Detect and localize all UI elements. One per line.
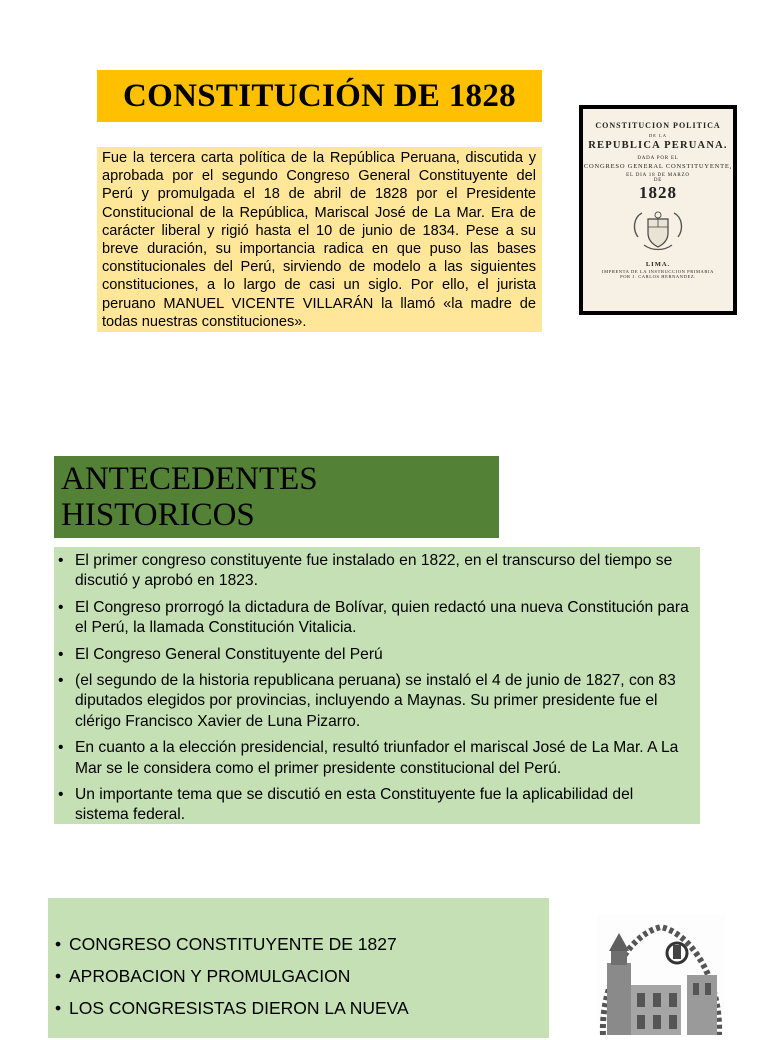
summary-list-box <box>48 898 549 1038</box>
cover-line: DADA POR EL <box>637 156 679 161</box>
bullet-list <box>55 933 543 1019</box>
building-illustration <box>597 915 725 1035</box>
cover-line: DE <box>653 178 663 183</box>
cover-line: REPUBLICA PERUANA. <box>588 140 728 151</box>
congress-building-photo <box>597 915 725 1035</box>
title-banner <box>97 70 542 122</box>
section-heading <box>54 456 499 538</box>
cover-year: 1828 <box>639 183 677 202</box>
list-item: • El Congreso prorrogó la dictadura de Bolívar, quien redactó una nueva Constitución para el Perú, la llamada Constitución Vitalicia. <box>58 598 690 639</box>
cover-city: LIMA. <box>645 261 671 268</box>
constitution-cover-image <box>579 105 737 315</box>
list-item: • En cuanto a la elección presidencial, resultó triunfador el mariscal José de La Mar. A La Mar se le considera como el primer presidente constitucional del Perú. <box>58 738 690 779</box>
cover-imprint: POR J. CARLOS HERNANDEZ. <box>620 274 696 279</box>
cover-line: DE LA <box>648 133 668 138</box>
list-item: • El primer congreso constituyente fue instalado en 1822, en el transcurso del tiempo se discutió y aprobó en 1823. <box>58 551 690 592</box>
list-item: • El Congreso General Constituyente del Perú <box>58 645 690 665</box>
intro-paragraph: Fue la tercera carta política de la República Peruana, discutida y aprobada por el segundo Congreso General Constituyente del Perú y promulgada el 18 de abril de 1828 por el Presidente Constitucional de la República, Mariscal José de La Mar. Era de carácter liberal y rigió hasta el 10 de junio de 1834. Pese a su breve duración, su importancia radica en que puso las bases constitucionales del Perú, sirviendo de modelo a las siguientes constituciones, a lo largo de casi un siglo. Por ello, el jurista peruano MANUEL VICENTE VILLARÁN la llamó «la madre de todas nuestras constituciones». <box>97 147 542 332</box>
section-heading-line: ANTECEDENTES <box>61 461 318 497</box>
bullet-list <box>58 551 690 826</box>
list-item: • CONGRESO CONSTITUYENTE DE 1827 <box>55 933 543 955</box>
cover-line: CONGRESO GENERAL CONSTITUYENTE, <box>583 163 733 170</box>
list-item: • APROBACION Y PROMULGACION <box>55 965 543 987</box>
cover-line: CONSTITUCION POLITICA <box>595 121 721 130</box>
coat-of-arms-icon <box>630 207 686 253</box>
cover-line: EL DIA 18 DE MARZO <box>626 173 690 178</box>
section-heading-line: HISTORICOS <box>61 497 255 533</box>
page-title: CONSTITUCIÓN DE 1828 <box>123 77 516 114</box>
list-item: • (el segundo de la historia republicana peruana) se instaló el 4 de junio de 1827, con 83 diputados elegidos por provincias, incluyendo a Maynas. Su primer presidente fue el clérigo Francisco Xavier de Luna Pizarro. <box>58 671 690 732</box>
list-item: • LOS CONGRESISTAS DIERON LA NUEVA <box>55 997 543 1019</box>
antecedentes-list-box <box>54 547 700 824</box>
cover-imprint: IMPRENTA DE LA INSTRUCCION PRIMARIA <box>602 269 714 274</box>
list-item: • Un importante tema que se discutió en esta Constituyente fue la aplicabilidad del sistema federal. <box>58 785 690 826</box>
